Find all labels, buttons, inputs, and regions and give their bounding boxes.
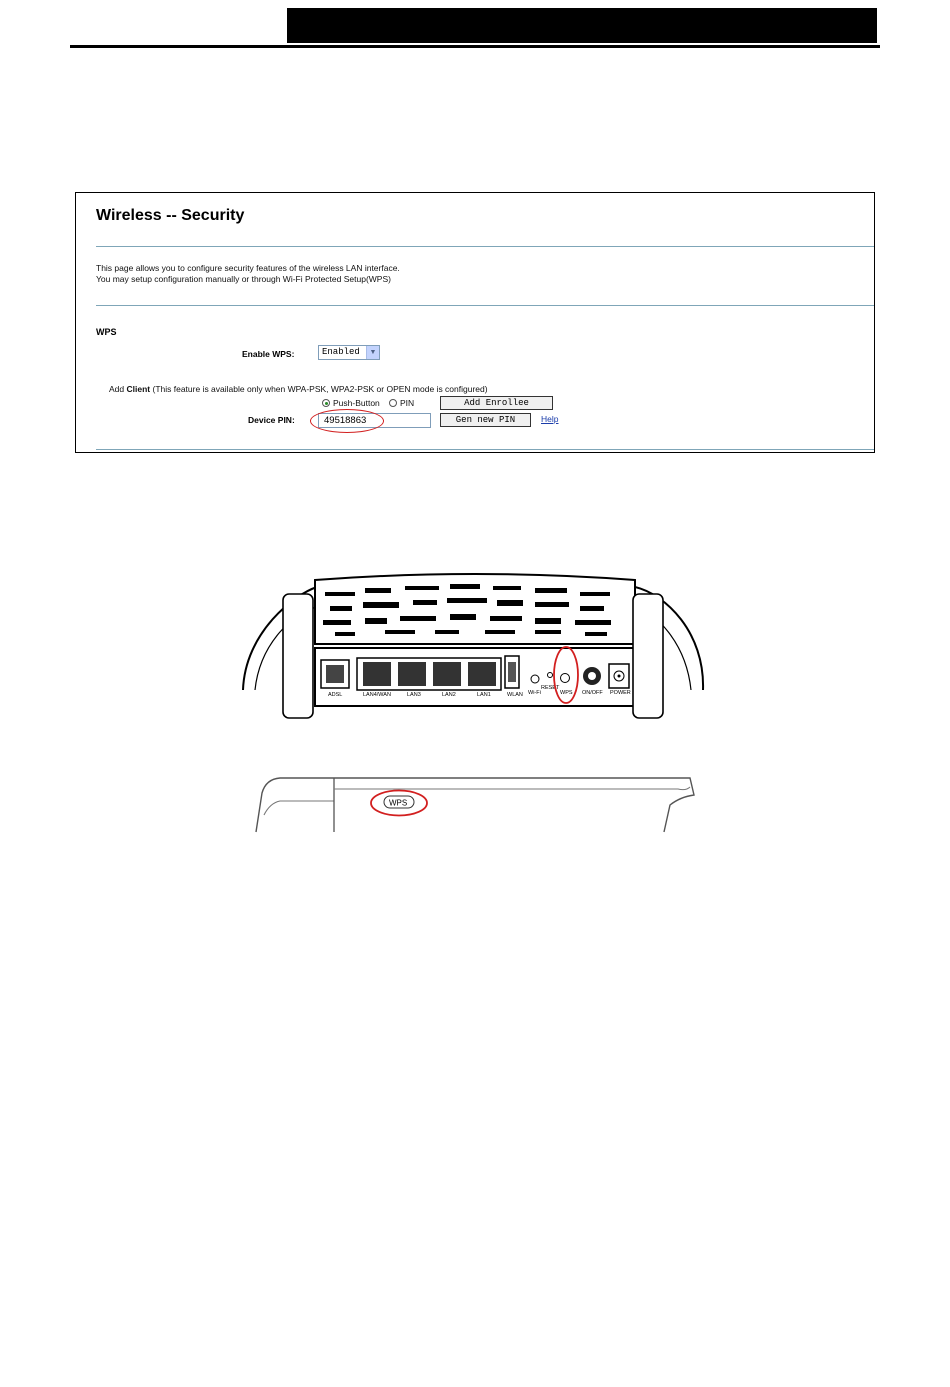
router-side-figure (250, 775, 700, 835)
chevron-down-icon: ▼ (366, 346, 379, 359)
push-button-label: Push-Button (333, 398, 380, 408)
description-line-1: This page allows you to configure security features of the wireless LAN interface. (96, 263, 400, 273)
page-title: Wireless -- Security (96, 207, 245, 224)
gen-new-pin-button[interactable]: Gen new PIN (440, 413, 531, 427)
header-bar (287, 8, 877, 43)
description-divider (96, 305, 874, 306)
device-pin-input[interactable]: 49518863 (318, 413, 431, 428)
help-link[interactable]: Help (541, 414, 559, 424)
add-client-text: Add Client (This feature is available only when WPA-PSK, WPA2-PSK or OPEN mode is configured) (109, 384, 488, 394)
header-rule (70, 45, 880, 48)
description-line-2: You may setup configuration manually or through Wi-Fi Protected Setup(WPS) (96, 274, 391, 284)
port-label-adsl: ADSL (328, 692, 343, 698)
router-back-panel-figure (235, 572, 715, 722)
port-label-wlan: WLAN (507, 692, 523, 698)
side-wps-label: WPS (389, 798, 408, 808)
port-label-lan1: LAN1 (477, 692, 491, 698)
title-divider (96, 246, 874, 247)
enable-wps-value: Enabled (322, 347, 360, 357)
pin-highlight-ring (310, 409, 384, 433)
enable-wps-select[interactable] (318, 345, 380, 360)
device-pin-label: Device PIN: (248, 415, 295, 425)
add-enrollee-button[interactable]: Add Enrollee (440, 396, 553, 410)
port-label-wifi: Wi-Fi (528, 690, 541, 696)
port-label-power: POWER (610, 690, 631, 696)
push-button-radio[interactable] (322, 399, 330, 407)
pin-radio[interactable] (389, 399, 397, 407)
port-label-on-off: ON/OFF (582, 690, 603, 696)
wireless-security-screenshot (75, 192, 875, 453)
bottom-divider (96, 449, 874, 450)
port-label-lan3: LAN3 (407, 692, 421, 698)
port-label-lan4-wan: LAN4/WAN (363, 692, 391, 698)
port-label-wps: WPS (560, 690, 573, 696)
pin-radio-label: PIN (400, 398, 415, 408)
port-label-lan2: LAN2 (442, 692, 456, 698)
wps-heading: WPS (96, 327, 117, 337)
port-label-reset: RESET (541, 685, 560, 691)
enable-wps-label: Enable WPS: (242, 349, 295, 359)
